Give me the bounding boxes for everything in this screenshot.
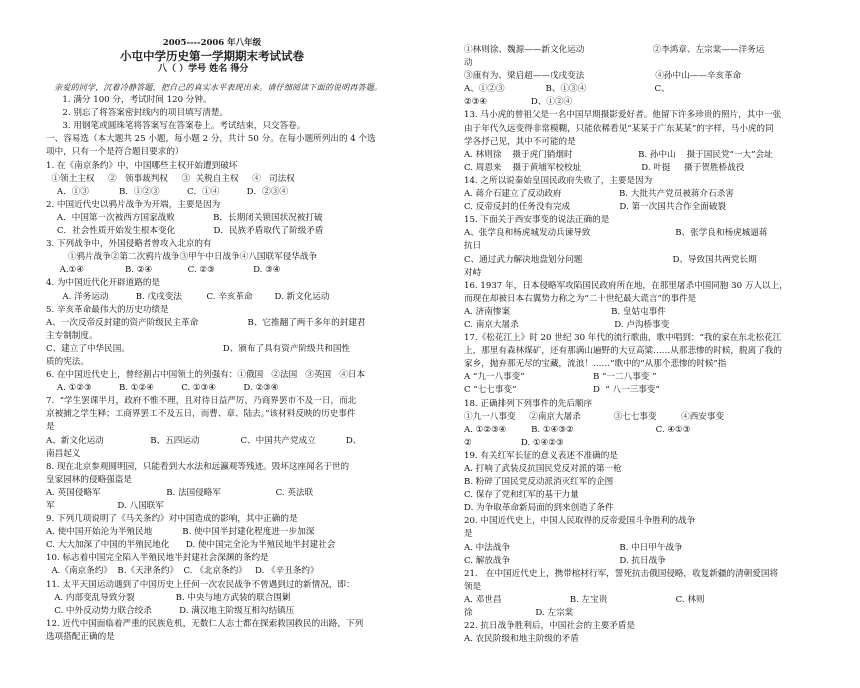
text-line: 20. 中国近代史上，中国人民取得的反帝爱国斗争胜利的战争 <box>464 516 696 527</box>
text-line: 而现在却被日本右翼势力称之为“二十世纪最大谎言”的事件是 <box>464 293 697 304</box>
text-line: 12. 近代中国面临着严重的民族危机，无数仁人志士都在探索救国救民的出路，下列 <box>46 618 364 629</box>
text-line: 3. 下列战争中，外国侵略者曾攻入北京的有 <box>46 239 212 250</box>
text-line: 2. 别忘了将答案密封线内的项目填写清楚。 <box>46 108 229 119</box>
text-line: 16. 1937 年，日本侵略军攻陷国民政府所在地，在那里屠杀中国同胞 30 万人以上， <box>464 280 788 291</box>
text-line: 学各抒己见，其中不可能的是 <box>464 136 576 147</box>
text-line: D. 为争取革命新局面的到来创造了条件 <box>464 503 614 514</box>
text-line: 军 D. 八国联军 <box>46 501 164 511</box>
text-line: A. 邓世昌 B. 左宝贵 C. 林则 <box>464 594 705 605</box>
text-line: A. 农民阶级和地主阶级的矛盾 <box>464 634 579 645</box>
text-line: C “七七事变” D “ 八一三事变” <box>464 385 660 396</box>
text-line: 8. 现在北京参观圆明园，只能看到大水法和远瀛观等残迹。毁坏这座闻名于世的 <box>46 461 350 472</box>
text-line: 领是 <box>464 581 482 592</box>
text-line: ①九一八事变 ②南京大屠杀 ③七七事变 ④西安事变 <box>464 411 725 422</box>
text-line: 5. 辛亥革命最伟大的历史功绩是 <box>46 304 169 315</box>
text-line: C. 保存了党和红军的基干力量 <box>464 490 579 501</box>
text-line: A.①④ B. ②④ C. ②③ D. ③④ <box>46 265 281 276</box>
text-line: 南昌起义 <box>46 448 81 459</box>
text-line: A “九一八事变” B “一二八事变 ” <box>464 372 657 383</box>
text-line: 4. 为中国近代化开辟道路的是 <box>46 278 161 289</box>
text-line: 19. 有关红军长征的意义表述不准确的是 <box>464 450 618 461</box>
text-line: 1. 满分 100 分，考试时间 120 分钟。 <box>46 95 212 106</box>
text-line: 由于年代久远变得非常模糊，只能依稀看见“某某于广东某某”的字样，马小虎的同 <box>464 123 774 134</box>
text-line: 18. 正确排列下列事件的先后顺序 <box>464 398 593 409</box>
text-line: A、新文化运动 B、五四运动 C、中国共产党成立 D、 <box>46 435 362 446</box>
year-grade: 2005----2006 年八年级 <box>162 38 262 48</box>
text-line: 上，那里有森林煤矿，还有那满山遍野的大豆高粱……从那悲惨的时候，脱离了我的 <box>464 346 782 357</box>
page-title: 小屯中学历史第一学期期末考试试卷 <box>120 49 304 63</box>
text-line: 抗日 <box>464 241 482 252</box>
text-line: A. 使中国开始沦为半殖民地 B. 使中国半封建化程度进一步加深 <box>46 527 315 538</box>
text-line: C. 中外反动势力联合绞杀 D. 满汉地主阶级互相勾结镇压 <box>46 605 295 616</box>
text-line: C、建立了中华民国。 D、颁布了具有资产阶级共和国性 <box>46 343 351 354</box>
text-line: ③康有为、梁启超——戊戌变法 ④孙中山——辛亥革命 <box>464 71 742 82</box>
text-line: A.《南京条约》 B.《天津条约》 C. 《北京条约》 D. 《辛丑条约》 <box>46 566 319 577</box>
right-column <box>464 44 830 646</box>
text-line: 17.《松花江上》时 20 世纪 30 年代的流行歌曲，歌中唱到：“我的家在东北松花江 <box>464 333 782 344</box>
text-line: 2. 中国近代史以鸦片战争为开端，主要是因为 <box>46 199 221 210</box>
text-line: 10. 标志着中国完全陷入半殖民地半封建社会深渊的条约是 <box>46 553 269 564</box>
text-line: A. 蒋介石建立了反动政府 B. 大批共产党员被蒋介石杀害 <box>464 189 734 200</box>
text-line: A. 英国侵略军 B. 法国侵略军 C. 英法联 <box>46 487 314 498</box>
text-line: 项中，只有一个是符合题目要求的） <box>46 147 184 158</box>
text-line: 7. “学生罢课半月，政府不惟不理，且对待日益严厉，乃商界罢市不及一日，而北 <box>46 396 357 407</box>
text-line: 徐 D. 左宗棠 <box>464 608 574 619</box>
text-line: 13. 马小虎的曾祖父是一名中国早期摄影爱好者。他留下许多珍贵的照片，其中一张 <box>464 110 782 121</box>
text-line: A. 洋务运动 B. 戊戌变法 C. 辛亥革命 D. 新文化运动 <box>46 291 330 302</box>
text-line: 京被捕之学生释；工商界罢工不及五日，而曹、章、陆去。”该材料反映的历史事件 <box>46 409 356 420</box>
text-line: 对峙 <box>464 267 482 278</box>
text-line: 11. 太平天国运动遇到了中国历史上任何一次农民战争不曾遇到过的新情况，即： <box>46 579 355 590</box>
text-line: 动 <box>464 58 473 69</box>
text-line: A、张学良和杨虎城发动兵谏导致 B、张学良和杨虎城逼蒋 <box>464 228 768 239</box>
student-info: 八（ ）学号 姓名 得分 <box>158 64 249 74</box>
text-line: 选项搭配正确的是 <box>46 631 115 642</box>
text-line: A. 打响了武装反抗国民党反对派的第一枪 <box>464 464 622 474</box>
text-line: A. 济南惨案 B. 皇姑屯事件 <box>464 306 666 317</box>
text-line: C. 反帝反封的任务没有完成 D. 第一次国共合作全面破裂 <box>464 202 727 213</box>
text-line: C. 解放战争 D. 抗日战争 <box>464 555 666 566</box>
text-line: C. 周恩来 摄于黄埔军校校址 D. 叶挺 摄于贺胜桥战役 <box>464 162 745 173</box>
text-line: 是 <box>46 422 55 433</box>
text-line: 是 <box>464 529 473 540</box>
text-line: A. ①②③④ B. ①④③② C. ④①③ <box>464 424 691 435</box>
text-line: 主专制制度。 <box>46 330 98 341</box>
exam-header <box>46 38 418 76</box>
text-line: A. 内部变乱导致分裂 B. 中央与地方武装的联合围剿 <box>46 592 291 603</box>
text-line: 21. 在中国近代史上，携带棺材行军，誓死抗击俄国侵略，收复新疆的清朝爱国将 <box>464 568 779 579</box>
text-line: ①领土主权 ② 领事裁判权 ③ 关税自主权 ④ 司法权 <box>46 173 295 184</box>
text-line: ①林则徐、魏源——新文化运动 ②李鸿章、左宗棠——洋务运 <box>464 45 765 55</box>
text-line: C. 南京大屠杀 D. 卢沟桥事变 <box>464 319 670 330</box>
text-line: 皇家园林的侵略强盗是 <box>46 474 132 485</box>
text-line: A. 林则徐 摄于虎门销烟时 B. 孙中山 摄于国民党“一大”会址 <box>464 149 773 160</box>
text-line: 1. 在《南京条约》中，中国哪些主权开始遭到破坏 <box>46 160 238 171</box>
text-line: 6. 在中国近代史上，曾经割占中国领土的列强有：①俄国 ②法国 ③英国 ④日本 <box>46 370 366 381</box>
text-line: C、通过武力解决地盘划分问题 D、导致国共两党长期 <box>464 254 757 265</box>
text-line: B. 粉碎了国民党反动派消灭红军的企图 <box>464 477 614 488</box>
text-line: A. 中法战争 B. 中日甲午战争 <box>464 542 683 553</box>
text-line: 亲爱的同学，沉着冷静答题，把自己的真实水平表现出来。请仔细阅读下面的说明再答题。 <box>46 83 383 92</box>
text-line: 家乡，抛弃那无尽的宝藏，流浪！……”歌中的“从那个悲惨的时候”指 <box>464 359 727 370</box>
text-line: ①鸦片战争②第二次鸦片战争③甲午中日战争④八国联军侵华战争 <box>46 252 318 263</box>
text-line: 一、容易选（本大题共 25 小题，每小题 2 分，共计 50 分。在每小题所列出的 4 个选 <box>46 134 376 145</box>
text-line: 质的宪法。 <box>46 356 89 367</box>
text-line: ② D. ①④②③ <box>464 437 564 448</box>
text-line: A、一次反帝反封建的资产阶级民主革命 B、它推翻了两千多年的封建君 <box>46 317 366 328</box>
text-line: ②③④ D、①②④ <box>464 97 573 108</box>
text-line: 14. 之所以说秦始皇国民政府失败了，主要是因为 <box>464 175 653 186</box>
text-line: A、①②③ B、①③④ C、 <box>464 84 670 95</box>
text-line: A．中国第一次被西方国家战败 B．长期闭关锁国状况被打破 <box>46 212 323 223</box>
text-line: C．社会性质开始发生根本变化 D．民族矛盾取代了阶级矛盾 <box>46 226 324 237</box>
text-line: A. ①②③ B. ①②④ C. ①③④ D. ②③④ <box>46 383 279 394</box>
text-line: 9. 下列几项说明了《马关条约》对中国造成的影响，其中正确的是 <box>46 514 298 525</box>
text-line: 22. 抗日战争胜利后，中国社会的主要矛盾是 <box>464 621 636 632</box>
text-line: C. 大大加深了中国的半殖民地化 D. 使中国完全沦为半殖民地半封建社会 <box>46 540 336 551</box>
text-line: 3. 用钢笔或圆珠笔将答案写在答案卷上。考试结束，只交答卷。 <box>46 121 306 132</box>
text-line: A．①③ B．①②③ C．①④ D．②③④ <box>46 186 288 197</box>
text-line: 15. 下面关于西安事变的说法正确的是 <box>464 215 610 226</box>
left-column <box>46 81 418 644</box>
